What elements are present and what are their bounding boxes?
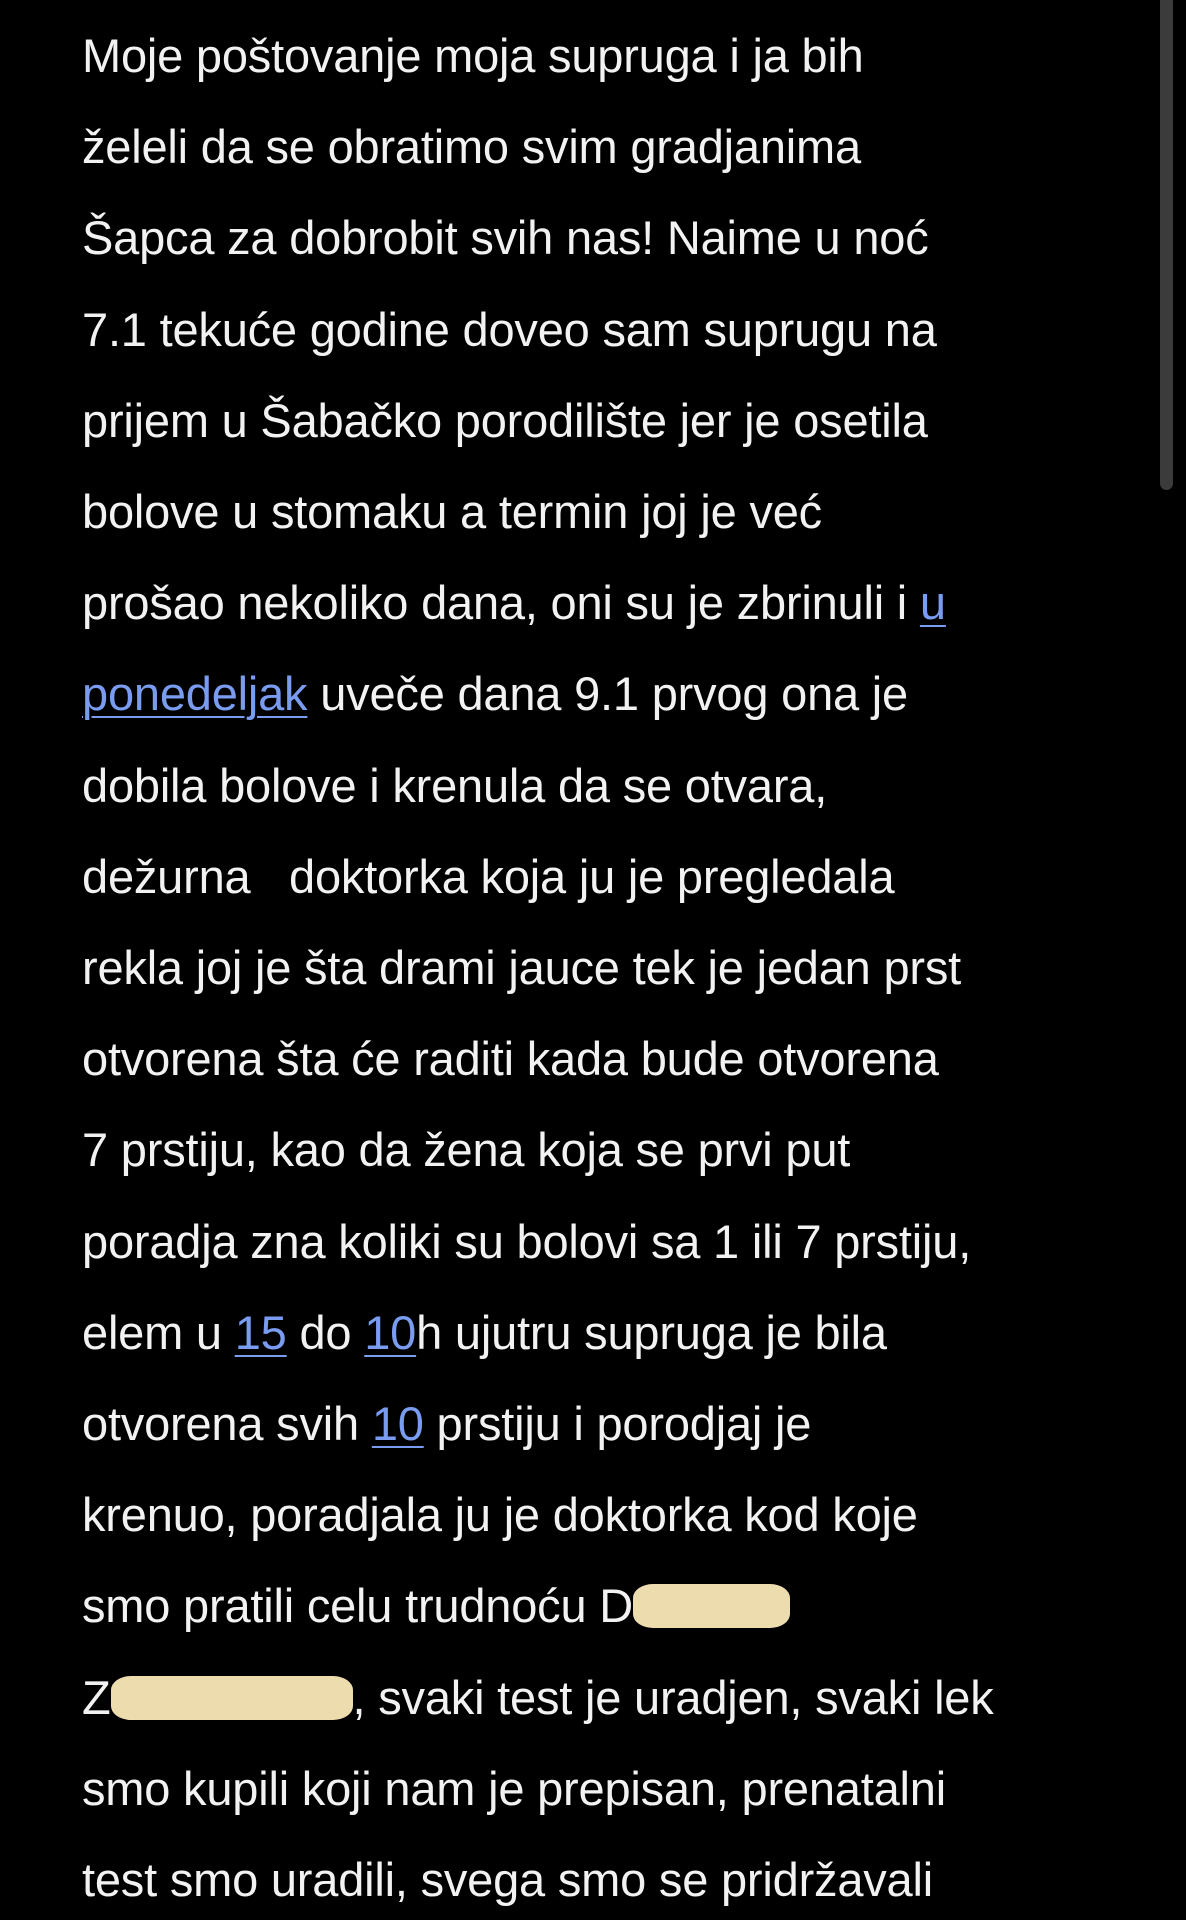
redacted-name [633,1584,790,1628]
text-segment: elem u [82,1306,235,1359]
text-segment: uveče dana 9.1 prvog ona je [307,667,908,720]
post-text-line [82,1761,946,1817]
scrollbar-thumb[interactable] [1160,0,1173,490]
text-segment: prstiju i porodjaj je [423,1397,812,1450]
text-segment: 7.1 tekuće godine doveo sam suprugu na [82,303,937,356]
date-link[interactable]: u [919,576,946,629]
date-link[interactable]: 10 [371,1397,424,1450]
post-text-line [82,666,908,722]
text-segment: dežurna doktorka koja ju je pregledala [82,850,895,903]
text-segment: smo kupili koji nam je prepisan, prenatalni [82,1762,946,1815]
post-text-line [82,758,827,814]
text-segment: do [286,1306,365,1359]
text-segment: rekla joj je šta drami jauce tek je jedan prst [82,941,962,994]
text-segment: Šapca za dobrobit svih nas! Naime u noć [82,211,929,264]
date-link[interactable]: ponedeljak [82,667,308,720]
post-text-line [82,393,928,449]
post-text-line [82,1578,790,1634]
text-segment: poradja zna koliki su bolovi sa 1 ili 7 prstiju, [82,1215,972,1268]
text-segment: , svaki test je uradjen, svaki lek [352,1671,994,1724]
text-segment: 7 prstiju, kao da žena koja se prvi put [82,1123,851,1176]
post-text-line [82,1670,994,1726]
text-segment: Z [82,1671,111,1724]
post-text-line [82,849,894,905]
date-link[interactable]: 10 [364,1306,417,1359]
post-text-line [82,1031,939,1087]
redacted-name [111,1676,353,1720]
post-text-line [82,575,946,631]
post-text-line [82,484,822,540]
text-segment: otvorena šta će raditi kada bude otvorena [82,1032,939,1085]
post-text-line [82,940,961,996]
date-link[interactable]: 15 [234,1306,287,1359]
text-segment: bolove u stomaku a termin joj je već [82,485,822,538]
post-text-line [82,28,864,84]
post-text-line [82,302,937,358]
text-segment: dobila bolove i krenula da se otvara, [82,759,828,812]
text-segment: otvorena svih [82,1397,372,1450]
text-segment: Moje poštovanje moja supruga i ja bih [82,29,864,82]
text-segment: prošao nekoliko dana, oni su je zbrinuli i [82,576,920,629]
post-text-line [82,1852,933,1908]
text-segment: smo pratili celu trudnoću D [82,1579,634,1632]
post-text-line [82,119,861,175]
post-text-line [82,1487,918,1543]
post-text-line [82,1396,811,1452]
post-text-line [82,210,929,266]
post-text-line [82,1305,887,1361]
post-text-line [82,1214,971,1270]
text-segment: test smo uradili, svega smo se pridržavali [82,1853,933,1906]
post-text-line [82,1122,850,1178]
text-segment: prijem u Šabačko porodilište jer je osetila [82,394,928,447]
text-segment: krenuo, poradjala ju je doktorka kod koje [82,1488,918,1541]
text-segment: želeli da se obratimo svim gradjanima [82,120,861,173]
text-segment: h ujutru supruga je bila [416,1306,887,1359]
